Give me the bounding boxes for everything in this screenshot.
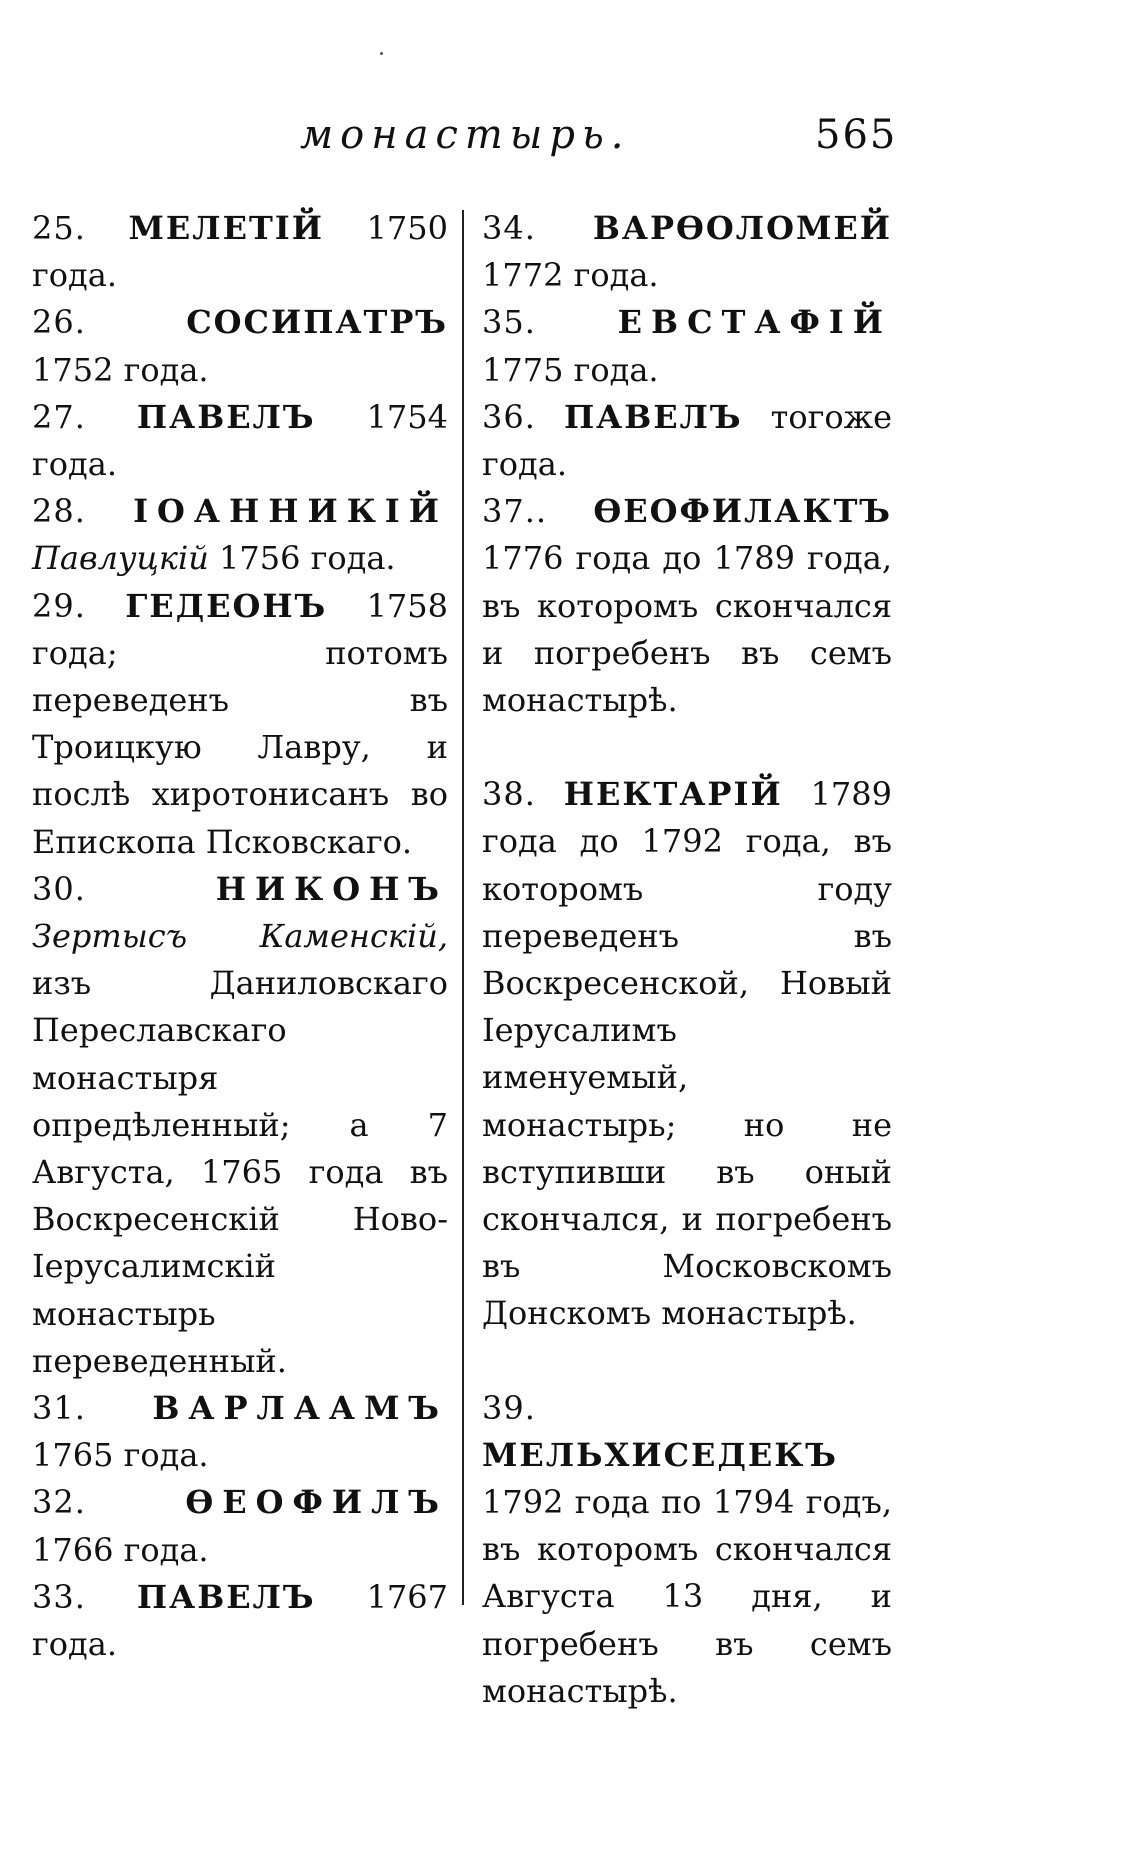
entry-name: ПАВЕЛЪ [563, 397, 743, 436]
entry-surname: Павлуцкій [32, 539, 209, 578]
entry-name: МЕЛЕТІЙ [128, 209, 324, 247]
entry-number: 25. [32, 209, 86, 247]
entry-number: 29. [32, 586, 86, 625]
entry-number: 30. [32, 869, 86, 908]
entry-text: 1758 года; потомъ переведенъ въ Троицкую Лавру, и послѣ хиротонисанъ во Епископа Псковскаго. [32, 586, 448, 861]
entry-name: ЕВСТАФІЙ [617, 303, 892, 342]
entry-35 [482, 299, 892, 393]
entry-name: ІОАННИКІЙ [133, 492, 448, 531]
entry-number: 38. [482, 775, 536, 814]
entry-number: 35. [482, 303, 536, 342]
entry-number: 26. [32, 303, 86, 342]
entry-25 [32, 205, 448, 299]
entry-text: 1765 года. [32, 1436, 209, 1475]
entry-31 [32, 1385, 448, 1479]
entry-text: 1766 года. [32, 1530, 209, 1569]
left-column [32, 205, 448, 1668]
entry-33 [32, 1574, 448, 1668]
entry-name: ВАРѲОЛОМЕЙ [592, 209, 892, 247]
entry-gap [482, 1338, 892, 1385]
entry-text: 1750 года. [32, 209, 448, 295]
entry-name: ПАВЕЛЪ [136, 1577, 316, 1616]
entry-number: 39. [482, 1388, 536, 1427]
entry-text: 1752 года. [32, 350, 209, 389]
entry-27 [32, 394, 448, 488]
entry-number: 28. [32, 492, 86, 531]
entry-number: 33. [32, 1577, 86, 1616]
entry-number: 32. [32, 1483, 86, 1522]
entry-29 [32, 583, 448, 866]
entry-number: 36. [482, 397, 536, 436]
entry-number: 31. [32, 1389, 86, 1428]
entry-name: ѲЕОФИЛАКТЪ [593, 492, 892, 531]
running-title: монастырь. [300, 112, 631, 158]
entry-surname: Зертысъ Каменскій, [32, 917, 448, 956]
entry-text: 1792 года по 1794 годъ, въ которомъ скончался Августа 13 дня, и погребенъ въ семъ монастырѣ. [482, 1483, 892, 1710]
entry-number: 34. [482, 209, 536, 247]
entry-text: 1772 года. [482, 256, 659, 295]
entry-34 [482, 205, 892, 299]
entry-name: МЕЛЬХИСЕДЕКЪ [482, 1435, 838, 1474]
entry-26 [32, 299, 448, 393]
entry-36 [482, 394, 892, 488]
entry-name: ѲЕОФИЛЪ [185, 1483, 448, 1522]
entry-39 [482, 1385, 892, 1715]
entry-name: НИКОНЪ [215, 869, 448, 908]
right-column [482, 205, 892, 1715]
entry-name: СОСИПАТРЪ [186, 303, 448, 342]
entry-name: НЕКТАРІЙ [563, 775, 783, 814]
entry-text: тогоже года. [482, 397, 893, 484]
entry-name: ГЕДЕОНЪ [125, 586, 328, 625]
entry-37 [482, 488, 892, 724]
page-number: 565 [815, 112, 898, 158]
entry-gap [482, 724, 892, 771]
entry-text: 1767 года. [32, 1577, 449, 1664]
entry-name: ВАРЛААМЪ [152, 1389, 448, 1428]
entry-28 [32, 488, 448, 582]
entry-number: 37.. [482, 492, 548, 531]
entry-38 [482, 771, 892, 1337]
entry-number: 27. [32, 397, 86, 436]
entry-text: 1776 года до 1789 года, въ которомъ скончался и погребенъ въ семъ монастырѣ. [482, 539, 892, 720]
entry-32 [32, 1479, 448, 1573]
specks [380, 52, 383, 55]
entry-name: ПАВЕЛЪ [136, 397, 316, 436]
entry-text: 1756 года. [208, 539, 396, 578]
entry-30 [32, 866, 448, 1385]
column-divider [462, 210, 464, 1605]
entry-text: 1754 года. [32, 397, 449, 484]
entry-text: 1789 года до 1792 года, въ которомъ году переведенъ въ Воскресенской, Новый Іерусалимъ именуемый, монастырь; но не вступивши въ оный скончался, и погребенъ въ Московскомъ Донскомъ монастырѣ. [482, 775, 893, 1333]
entry-text: изъ Даниловскаго Переславскаго монастыря опредѣленный; а 7 Августа, 1765 года въ Воскресенскій Ново-Іерусалимскій монастырь переведенный. [32, 964, 448, 1380]
entry-text: 1775 года. [482, 350, 659, 389]
